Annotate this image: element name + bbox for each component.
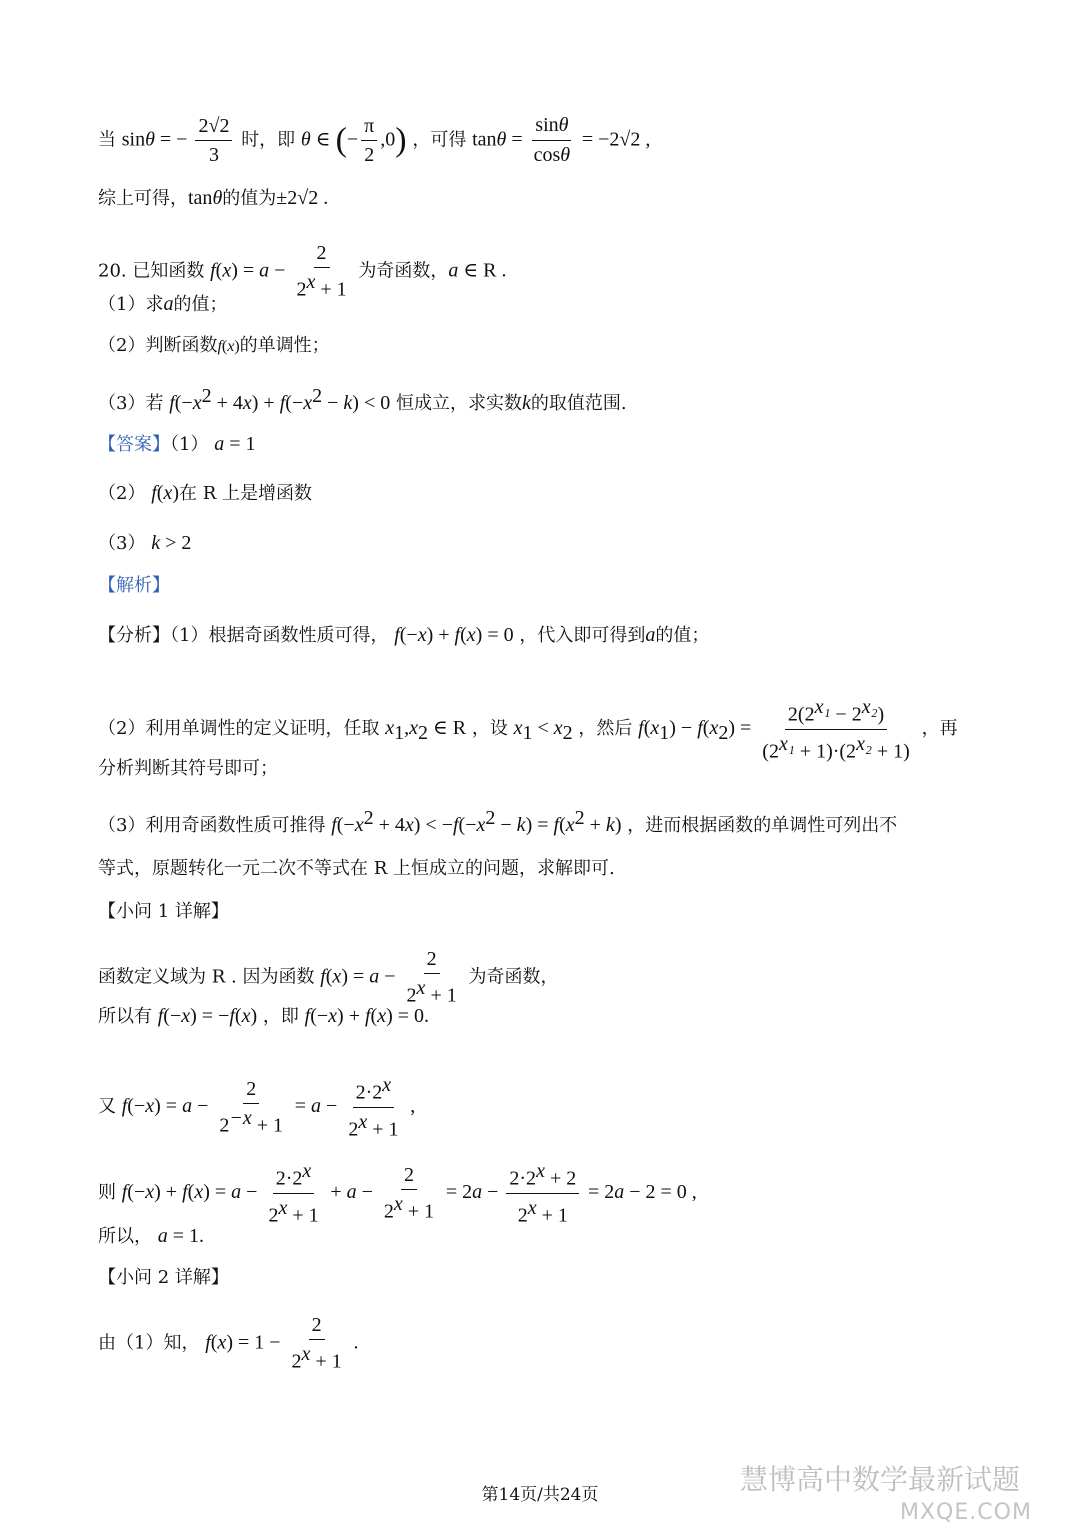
detail-line: 函数定义域为 R . 因为函数 f(x) = a − $\frac{2}{2^x + 1}$ 为奇函数， [98,948,559,1007]
page-footer: 第14页/共24页 [481,1485,599,1505]
text-line: 综上可得，tanθ的值为±2√2 . [98,187,329,209]
analysis-1: 【分析】（1）根据奇函数性质可得， f(−x) + f(x) = 0 ，代入即可得到a的值； [98,624,710,646]
answer-3: （3） k > 2 [98,532,192,554]
detail-line: 所以有 f(−x) = −f(x) ，即 f(−x) + f(x) = 0. [98,1005,430,1027]
detail-line: 又 f(−x) = a − $\frac{2}{2^{-x} + 1}$ = a − $\frac{2\cdot 2^x}{2^x + 1}$ , [98,1074,416,1141]
analysis-2-cont: 分析判断其符号即可； [98,758,278,779]
analysis-2: （2）利用单调性的定义证明，任取 $x_1,x_2$ ∈ R ，设 $x_1 < x_2$ ，然后 $f(x_1) - f(x_2)$ = $\frac{2(2^{x_1} - 2^{x_2})}{(2^{x_1} + 1)\cdot(2^{x_2} + 1)}$ ，再 [98,696,958,763]
question-20: 20. 已知函数 f(x) = a − $\frac{2}{2^x + 1}$ 为奇函数，a ∈ R . [98,242,507,301]
sub-question-2: （2）判断函数f(x)的单调性； [98,335,330,356]
watermark: 慧博高中数学最新试题 [740,1463,1021,1496]
text-line: 当 sinθ = − $\frac{2√2}{3}$ 时，即 θ ∈ (− $\frac{\pi}{2}$ ,0) ，可得 tanθ = $\frac{\sin\theta}{\cos\theta}$ = −2√2 , [98,114,651,166]
answer-2: （2） f(x)在 R 上是增函数 [98,482,312,504]
part-1-heading: 【小问 1 详解】 [98,901,229,922]
analysis-3-cont: 等式，原题转化一元二次不等式在 R 上恒成立的问题，求解即可. [98,858,615,879]
detail-line: 由（1）知， f(x) = 1 − $\frac{2}{2^x + 1}$ . [98,1314,359,1373]
watermark-site: MXQE.COM [900,1500,1032,1525]
sub-question-3: （3）若 $f(-x^2 + 4x) + f(-x^2 - k) < 0$ 恒成立，求实数k的取值范围. [98,385,627,414]
part-2-heading: 【小问 2 详解】 [98,1267,229,1288]
analysis-3: （3）利用奇函数性质可推得 $f(-x^2 + 4x) < -f(-x^2 - k) = f(x^2 + k)$ ，进而根据函数的单调性可列出不 [98,807,898,836]
analysis-heading: 【解析】 [98,575,170,596]
sub-question-1: （1）求a的值； [98,293,228,315]
detail-line: 所以， a = 1. [98,1225,205,1247]
answer-1: 【答案】（1） a = 1 [98,433,256,455]
detail-line: 则 f(−x) + f(x) = a − $\frac{2\cdot 2^x}{2^x + 1}$ + a − $\frac{2}{2^x + 1}$ = 2a − $\frac{2\cdot 2^x + 2}{2^x + 1}$ = 2a − 2 = 0 , [98,1160,697,1227]
